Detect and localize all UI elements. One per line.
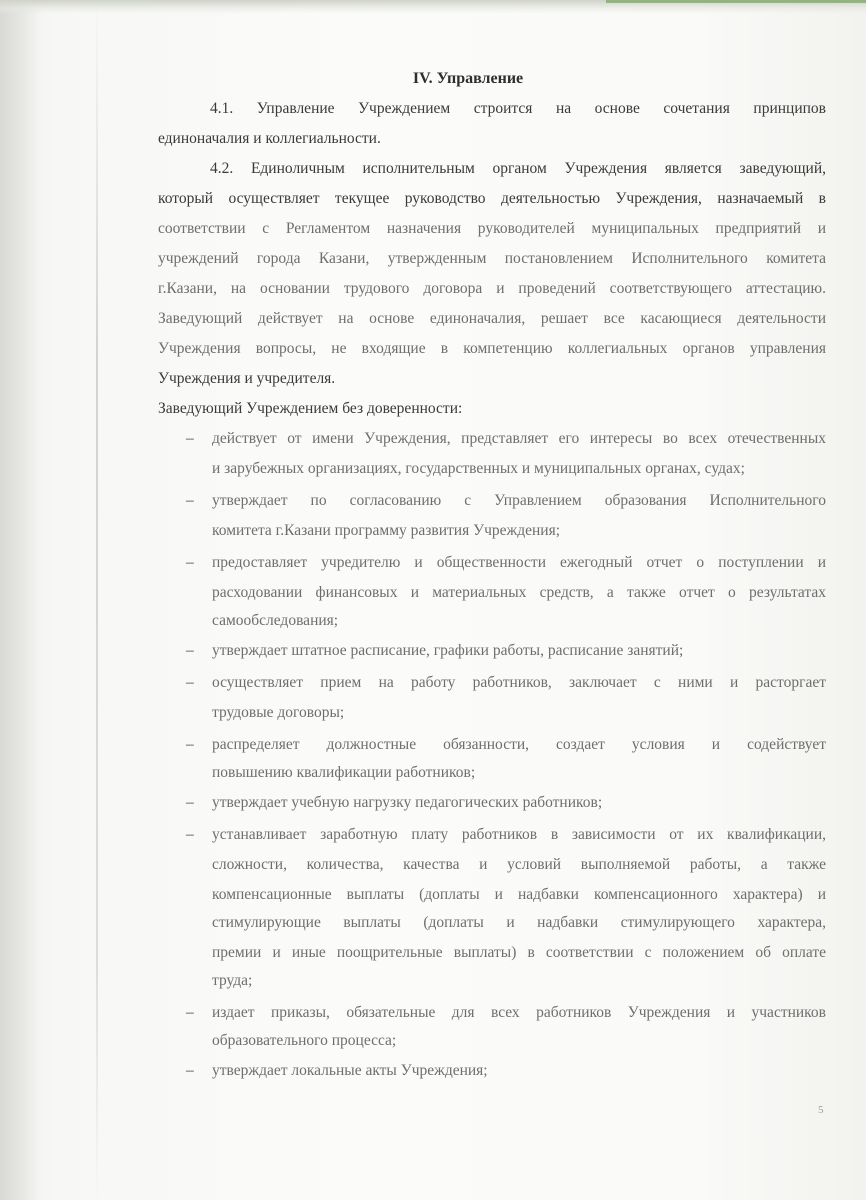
list-item-10-dash: –	[186, 1062, 194, 1079]
list-item-7-dash: –	[186, 794, 194, 811]
paragraph-4-2-line-5: г.Казани, на основании трудового договора и проведений соответствующего аттестацию.	[158, 280, 826, 297]
list-item-8-line-1: устанавливает заработную плату работников в зависимости от их квалификации,	[212, 826, 826, 843]
paragraph-4-2-line-2: который осуществляет текущее руководство деятельностью Учреждения, назначаемый в	[158, 190, 826, 207]
page-number: 5	[818, 1104, 824, 1116]
list-item-8-line-4: стимулирующие выплаты (доплаты и надбавки стимулирующего характера,	[212, 914, 826, 931]
paragraph-4-2-line-1: 4.2. Единоличным исполнительным органом Учреждения является заведующий,	[210, 160, 826, 177]
list-item-5-dash: –	[186, 674, 194, 691]
list-item-1-line-1: действует от имени Учреждения, представляет его интересы во всех отечественных	[212, 430, 826, 447]
paragraph-4-2-line-7: Учреждения вопросы, не входящие в компетенцию коллегиальных органов управления	[158, 340, 826, 357]
list-item-10-line-1: утверждает локальные акты Учреждения;	[212, 1062, 488, 1079]
list-item-6-line-2: повышению квалификации работников;	[212, 764, 476, 781]
scan-top-edge	[606, 0, 866, 3]
paragraph-4-2-line-6: Заведующий действует на основе единоначалия, решает все касающиеся деятельности	[158, 310, 826, 327]
section-heading: IV. Управление	[412, 70, 524, 87]
paragraph-4-2-line-8: Учреждения и учредителя.	[158, 370, 336, 387]
list-item-6-line-1: распределяет должностные обязанности, создает условия и содействует	[212, 736, 826, 753]
list-item-1-dash: –	[186, 430, 194, 447]
list-item-3-dash: –	[186, 554, 194, 571]
list-intro: Заведующий Учреждением без доверенности:	[158, 400, 463, 417]
paragraph-4-1-line-2: единоначалия и коллегиальности.	[158, 130, 381, 147]
list-item-8-line-6: труда;	[212, 972, 253, 989]
list-item-3-line-3: самообследования;	[212, 612, 339, 629]
list-item-8-line-5: премии и иные поощрительные выплаты) в соответствии с положением об оплате	[212, 944, 826, 961]
list-item-9-line-1: издает приказы, обязательные для всех работников Учреждения и участников	[212, 1004, 826, 1021]
scan-left-shadow	[0, 0, 40, 1200]
list-item-9-dash: –	[186, 1004, 194, 1021]
list-item-9-line-2: образовательного процесса;	[212, 1032, 397, 1049]
list-item-5-line-2: трудовые договоры;	[212, 704, 345, 721]
list-item-2-line-2: комитета г.Казани программу развития Учреждения;	[212, 522, 561, 539]
list-item-1-line-2: и зарубежных организациях, государственных и муниципальных органах, судах;	[212, 460, 745, 477]
list-item-2-dash: –	[186, 492, 194, 509]
list-item-7-line-1: утверждает учебную нагрузку педагогических работников;	[212, 794, 603, 811]
list-item-8-line-3: компенсационные выплаты (доплаты и надбавки компенсационного характера) и	[212, 886, 826, 903]
list-item-4-dash: –	[186, 642, 194, 659]
list-item-5-line-1: осуществляет прием на работу работников, заключает с ними и расторгает	[212, 674, 826, 691]
page-fold-line	[96, 0, 98, 1200]
list-item-4-line-1: утверждает штатное расписание, графики работы, расписание занятий;	[212, 642, 684, 659]
list-item-8-line-2: сложности, количества, качества и условий выполняемой работы, а также	[212, 856, 826, 873]
paragraph-4-2-line-4: учреждений города Казани, утвержденным постановлением Исполнительного комитета	[158, 250, 826, 267]
list-item-6-dash: –	[186, 736, 194, 753]
list-item-3-line-1: предоставляет учредителю и общественности ежегодный отчет о поступлении и	[212, 554, 826, 571]
list-item-3-line-2: расходовании финансовых и материальных средств, а также отчет о результатах	[212, 584, 826, 601]
list-item-8-dash: –	[186, 826, 194, 843]
paragraph-4-2-line-3: соответствии с Регламентом назначения руководителей муниципальных предприятий и	[158, 220, 826, 237]
list-item-2-line-1: утверждает по согласованию с Управлением образования Исполнительного	[212, 492, 826, 509]
paragraph-4-1-line-1: 4.1. Управление Учреждением строится на основе сочетания принципов	[210, 100, 826, 117]
